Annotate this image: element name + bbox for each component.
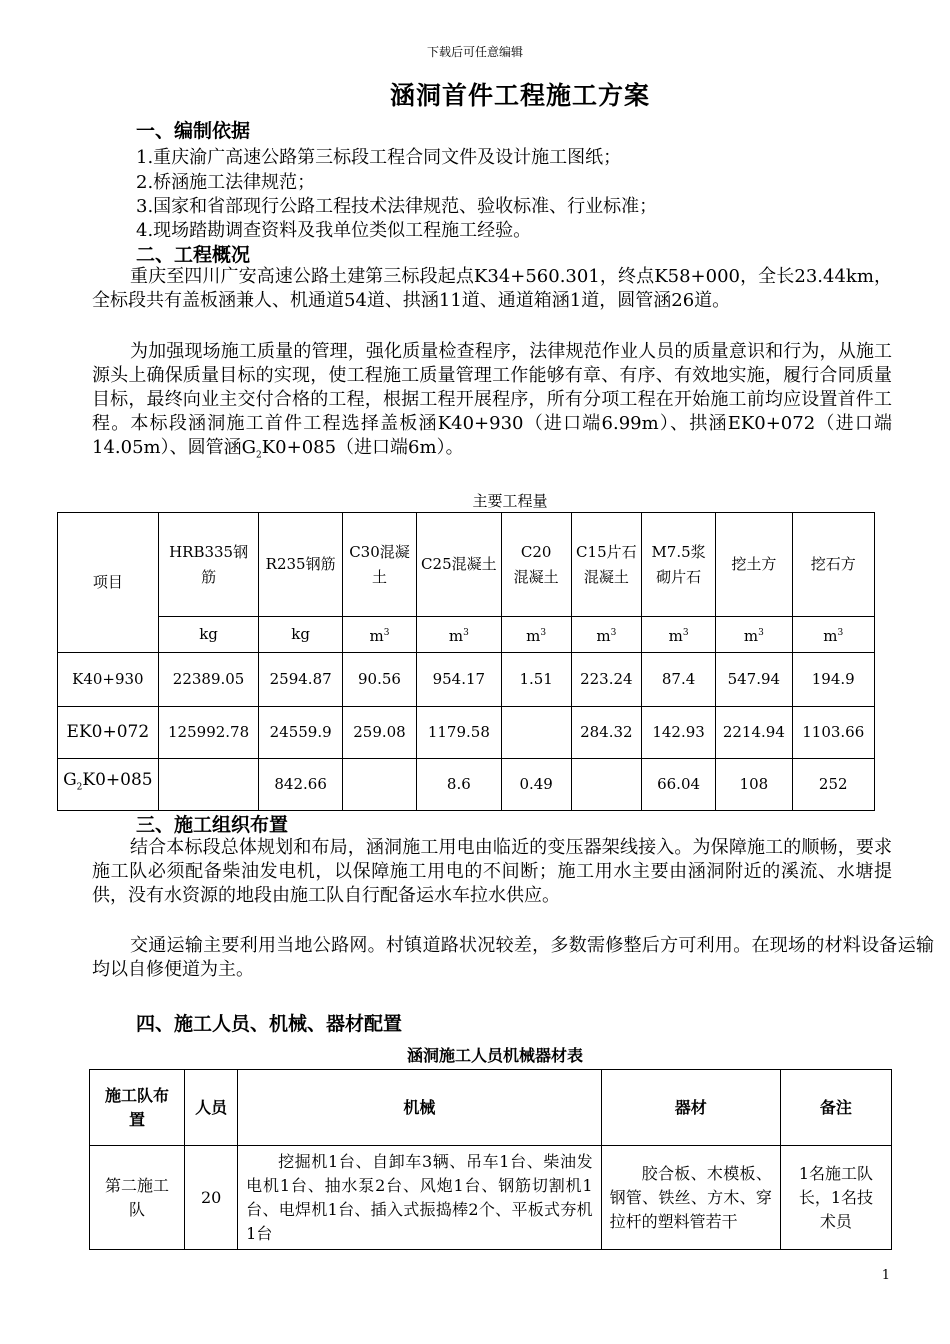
header-materials: 器材 xyxy=(601,1070,780,1146)
header-soil: 挖土方 xyxy=(716,513,792,617)
overview-paragraph-2 xyxy=(92,340,892,468)
header-item: 项目 xyxy=(58,513,159,653)
section-2-heading: 二、工程概况 xyxy=(136,244,251,266)
cell xyxy=(158,759,259,811)
page-number: 1 xyxy=(881,1268,890,1283)
unit-cell: $m^3$ xyxy=(342,617,416,653)
cell: 87.4 xyxy=(641,653,715,707)
table-2-caption: 涵洞施工人员机械器材表 xyxy=(406,1046,583,1065)
layout-paragraph-1: 结合本标段总体规划和布局，涵洞施工用电由临近的变压器架线接入。为保障施工的顺畅，要求施工队必须配备柴油发电机，以保障施工用电的不间断；施工用水主要由涵洞附近的溪流、水塘提供，没有水资源的地段由施工队自行配备运水车拉水供应。 xyxy=(92,837,892,906)
unit-cell: kg xyxy=(259,617,342,653)
row-label: EK0+072 xyxy=(58,707,159,759)
row-label: $G_2K0+085$ xyxy=(58,759,159,811)
table-row-k40 xyxy=(58,653,875,707)
staffing-header-row xyxy=(90,1070,892,1146)
cell xyxy=(342,759,416,811)
cell xyxy=(571,759,641,811)
header-team: 施工队布置 xyxy=(90,1070,185,1146)
header-c15: C15片石混凝土 xyxy=(571,513,641,617)
cell: 90.56 xyxy=(342,653,416,707)
basis-item-1: 1.重庆渝广高速公路第三标段工程合同文件及设计施工图纸； xyxy=(136,147,622,168)
header-rock: 挖石方 xyxy=(792,513,875,617)
table-row-g2k0 xyxy=(58,759,875,811)
cell: 66.04 xyxy=(641,759,715,811)
unit-cell: $m^3$ xyxy=(641,617,715,653)
basis-item-4: 4.现场踏勘调查资料及我单位类似工程施工经验。 xyxy=(136,220,532,241)
people-cell: 20 xyxy=(185,1146,238,1250)
cell: 2594.87 xyxy=(259,653,342,707)
header-m75: M7.5浆砌片石 xyxy=(641,513,715,617)
header-remarks: 备注 xyxy=(780,1070,891,1146)
cell: 22389.05 xyxy=(158,653,259,707)
section-3-heading: 三、施工组织布置 xyxy=(136,814,289,836)
cell: 1.51 xyxy=(501,653,571,707)
quantities-table xyxy=(57,512,875,811)
team-cell: 第二施工队 xyxy=(90,1146,185,1250)
table-row-ek0 xyxy=(58,707,875,759)
header-hrb335: HRB335钢筋 xyxy=(158,513,259,617)
cell: 108 xyxy=(716,759,792,811)
cell: 24559.9 xyxy=(259,707,342,759)
units-row xyxy=(58,617,875,653)
document-title: 涵洞首件工程施工方案 xyxy=(389,81,650,110)
row-label: K40+930 xyxy=(58,653,159,707)
cell: 2214.94 xyxy=(716,707,792,759)
table-header-row xyxy=(58,513,875,617)
cell: 547.94 xyxy=(716,653,792,707)
cell: 954.17 xyxy=(417,653,501,707)
materials-cell: 胶合板、木模板、钢管、铁丝、方木、穿拉杆的塑料管若干 xyxy=(601,1146,780,1250)
table-1-caption: 主要工程量 xyxy=(472,492,548,510)
header-machines: 机械 xyxy=(238,1070,601,1146)
cell: 842.66 xyxy=(259,759,342,811)
overview-paragraph-2-end: K0+085（进口端6m）。 xyxy=(261,437,464,458)
cell: 1103.66 xyxy=(792,707,875,759)
basis-item-3: 3.国家和省部现行公路工程技术法律规范、验收标准、行业标准； xyxy=(136,196,658,217)
machines-cell: 挖掘机1台、自卸车3辆、吊车1台、柴油发电机1台、抽水泵2台、风炮1台、钢筋切割机1台、电焊机1台、插入式振捣棒2个、平板式夯机1台 xyxy=(238,1146,601,1250)
overview-paragraph-2-text: 为加强现场施工质量的管理，强化质量检查程序，法律规范作业人员的质量意识和行为，从施工源头上确保质量目标的实现，使工程施工质量管理工作能够有章、有序、有效地实施，履行合同质量目标，最终向业主交付合格的工程，根据工程开展程序，所有分项工程在开始施工前均应设置首件工程。本标段涵洞施工首件工程选择盖板涵K40+930（进口端6.99m）、拱涵EK0+072（进口端14.05m）、圆管涵G xyxy=(92,341,892,458)
unit-cell: $m^3$ xyxy=(792,617,875,653)
staffing-table xyxy=(89,1069,892,1250)
unit-cell: $m^3$ xyxy=(417,617,501,653)
cell: 284.32 xyxy=(571,707,641,759)
header-people: 人员 xyxy=(185,1070,238,1146)
cell: 259.08 xyxy=(342,707,416,759)
cell: 8.6 xyxy=(417,759,501,811)
cell: 194.9 xyxy=(792,653,875,707)
section-4-heading: 四、施工人员、机械、器材配置 xyxy=(136,1013,403,1035)
header-c30: C30混凝土 xyxy=(342,513,416,617)
cell xyxy=(501,707,571,759)
page-header: 下载后可任意编辑 xyxy=(426,45,523,59)
cell: 0.49 xyxy=(501,759,571,811)
unit-cell: kg xyxy=(158,617,259,653)
header-c25: C25混凝土 xyxy=(417,513,501,617)
basis-item-2: 2.桥涵施工法律规范； xyxy=(136,172,316,193)
overview-paragraph-1: 重庆至四川广安高速公路土建第三标段起点K34+560.301，终点K58+000，全长23.44km，全标段共有盖板涵兼人、机通道54道、拱涵11道、通道箱涵1道，圆管涵26道。 xyxy=(92,266,892,311)
cell: 142.93 xyxy=(641,707,715,759)
unit-cell: $m^3$ xyxy=(716,617,792,653)
cell: 252 xyxy=(792,759,875,811)
cell: 223.24 xyxy=(571,653,641,707)
cell: 1179.58 xyxy=(417,707,501,759)
cell: 125992.78 xyxy=(158,707,259,759)
unit-cell: $m^3$ xyxy=(501,617,571,653)
unit-cell: $m^3$ xyxy=(571,617,641,653)
overview-subscript: 2 xyxy=(255,450,262,461)
header-c20: C20混凝土 xyxy=(501,513,571,617)
remarks-cell: 1名施工队长，1名技术员 xyxy=(780,1146,891,1250)
staffing-row xyxy=(90,1146,892,1250)
layout-paragraph-2: 交通运输主要利用当地公路网。村镇道路状况较差，多数需修整后方可利用。在现场的材料设备运输均以自修便道为主。 xyxy=(92,935,934,980)
section-1-heading: 一、编制依据 xyxy=(136,120,251,142)
header-r235: R235钢筋 xyxy=(259,513,342,617)
